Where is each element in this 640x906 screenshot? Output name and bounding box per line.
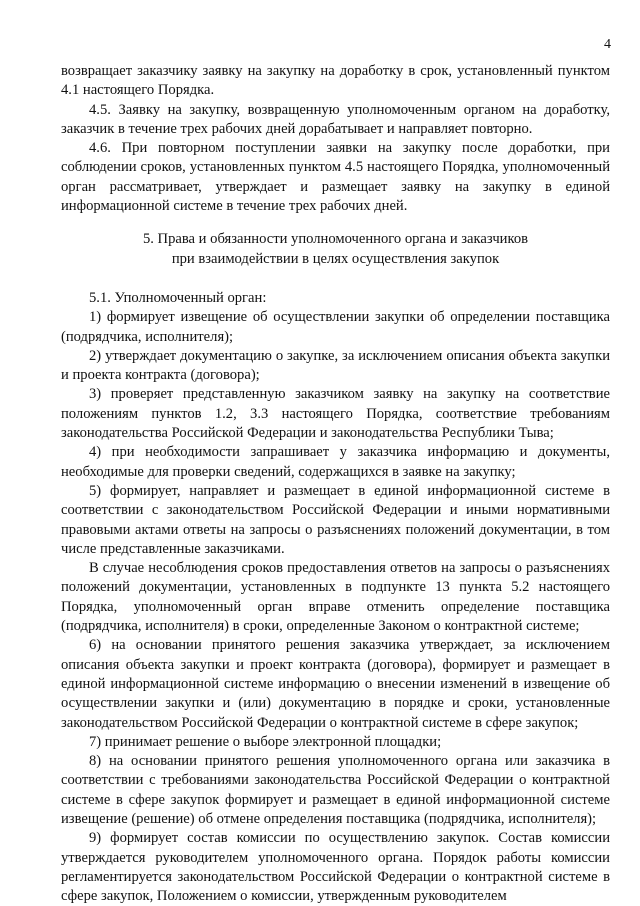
paragraph-continuation: возвращает заказчику заявку на закупку на доработку в срок, установленный пунктом 4.1 настоящего Порядка.	[61, 63, 610, 99]
list-item-9: 9) формирует состав комиссии по осуществлению закупок. Состав комиссии утверждается руководителем уполномоченного органа. Порядок работы комиссии регламентируется законодательством Российской Федерации о контрактной системе в сфере закупок, Положением о комиссии, утвержденным руководителем	[61, 830, 610, 905]
section-heading-line-2: при взаимодействии в целях осуществления закупок	[171, 250, 500, 267]
list-item-3: 3) проверяет представленную заказчиком заявку на закупку на соответствие положениям пунктов 1.2, 3.3 настоящего Порядка, соответствие требованиям законодательства Российской Федерации и законодательства Республики Тыва;	[61, 386, 610, 442]
list-item-8: 8) на основании принятого решения уполномоченного органа или заказчика в соответствии с требованиями законодательства Российской Федерации о контрактной системе в сфере закупок формирует и размещает в единой информационной системе извещение (решение) об отмене определения поставщика (подрядчика, исполнителя);	[61, 753, 610, 827]
list-item-2: 2) утверждает документацию о закупке, за исключением описания объекта закупки и проекта контракта (договора);	[61, 347, 610, 384]
list-item-1: 1) формирует извещение об осуществлении закупки об определении поставщика (подрядчика, исполнителя);	[61, 309, 610, 345]
list-item-4: 4) при необходимости запрашивает у заказчика информацию и документы, необходимые для проверки сведений, содержащихся в заявке на закупку;	[61, 444, 610, 480]
document-body	[61, 62, 610, 906]
list-item-5: 5) формирует, направляет и размещает в единой информационной системе в соответствии с законодательством Российской Федерации и иными нормативными правовыми актами ответы на запросы о разъяснениях положений документации, в том числе представленные заказчиками.	[61, 482, 610, 557]
paragraph-4-6: 4.6. При повторном поступлении заявки на закупку после доработки, при соблюдении сроков, установленных пунктом 4.5 настоящего Порядка, уполномоченный орган рассматривает, утверждает и размещает заявку на закупку в единой информационной системе в течение трех рабочих дней.	[61, 140, 610, 215]
paragraph-deadline-note: В случае несоблюдения сроков предоставления ответов на запросы о разъяснениях положений документации, установленных в подпункте 13 пункта 5.2 настоящего Порядка, уполномоченный орган вправе отменить определение поставщика (подрядчика, исполнителя) в сроки, определенные Законом о контрактной системе;	[61, 560, 610, 635]
section-heading	[61, 230, 610, 269]
list-item-7: 7) принимает решение о выборе электронной площадки;	[89, 733, 442, 750]
page-number: 4	[604, 37, 611, 52]
list-item-6: 6) на основании принятого решения заказчика утверждает, за исключением описания объекта закупки и проект контракта (договора), формирует и размещает в единой информационной системе информацию о внесении изменений в извещение об осуществлении закупки и (или) документацию в порядке и сроки, установленные законодательством Российской Федерации о контрактной системе в сфере закупок;	[61, 637, 610, 731]
section-heading-line-1: 5. Права и обязанности уполномоченного органа и заказчиков	[142, 231, 529, 248]
paragraph-4-5: 4.5. Заявку на закупку, возвращенную уполномоченным органом на доработку, заказчик в течение трех рабочих дней дорабатывает и направляет повторно.	[61, 101, 610, 137]
paragraph-5-1: 5.1. Уполномоченный орган:	[89, 289, 267, 306]
